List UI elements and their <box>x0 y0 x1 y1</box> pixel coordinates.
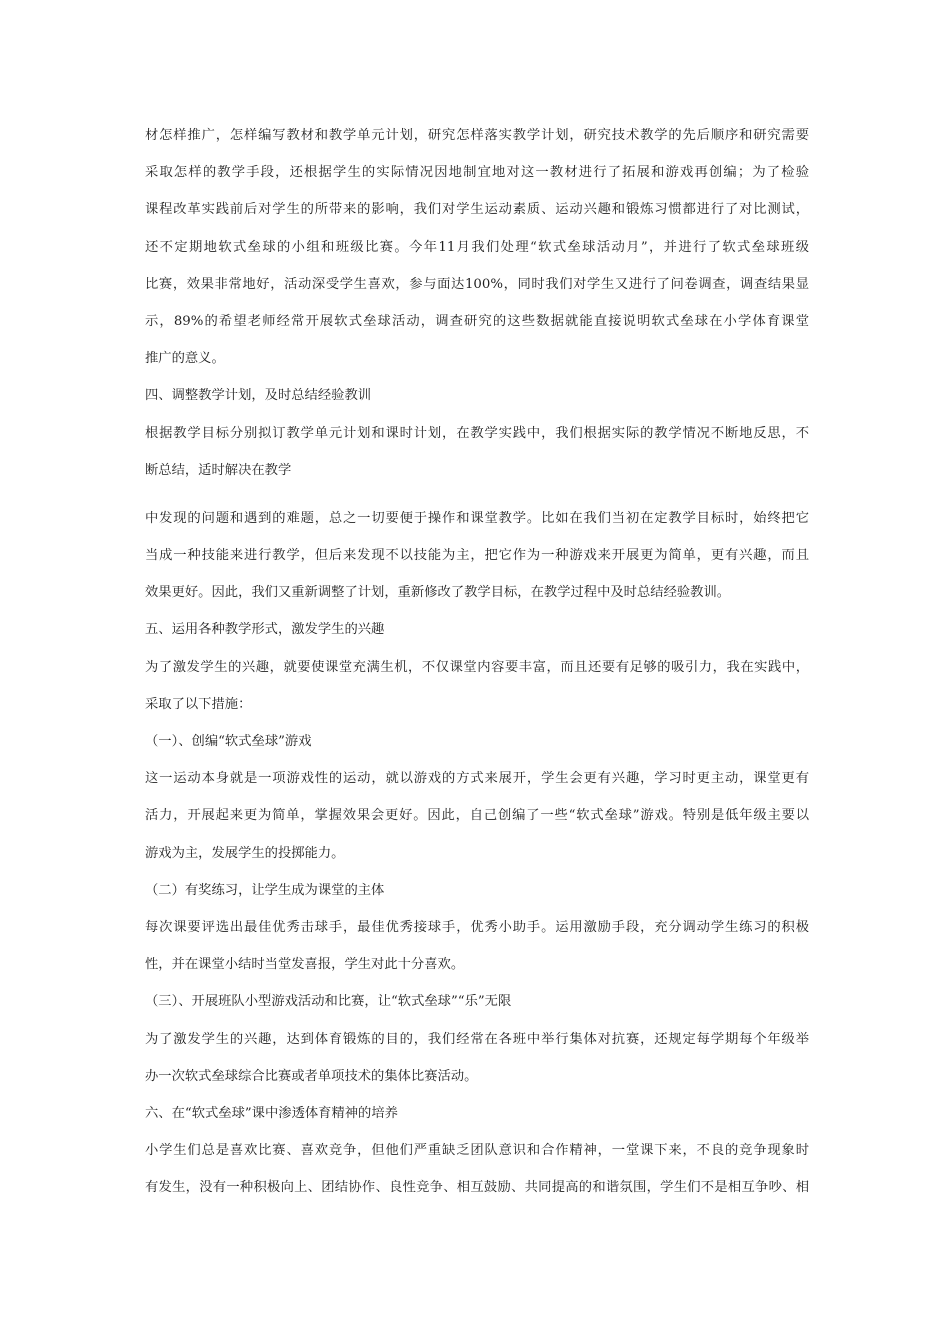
text-line: 推广的意义。 <box>145 351 225 367</box>
section-heading-4: 四、调整教学计划，及时总结经验教训 <box>145 388 372 404</box>
text-line: 断总结，适时解决在教学 <box>145 462 292 478</box>
document-body <box>145 124 809 1213</box>
paragraph-sportsmanship <box>145 1139 809 1213</box>
section-heading-6: 六、在“软式垒球”课中渗透体育精神的培养 <box>145 1105 398 1121</box>
text-line: 为了激发学生的兴趣，达到体育锻炼的目的，我们经常在各班中举行集体对抗赛，还规定每学期每个年级举 <box>145 1031 809 1047</box>
paragraph-adjust-plan <box>145 422 809 496</box>
paragraph-interest <box>145 656 809 730</box>
text-line: 办一次软式垒球综合比赛或者单项技术的集体比赛活动。 <box>145 1068 478 1084</box>
text-line: 当成一种技能来进行教学，但后来发现不以技能为主，把它作为一种游戏来开展更为简单，更有兴趣，而且 <box>145 548 809 564</box>
text-line: 活力，开展起来更为简单，掌握效果会更好。因此，自己创编了一些“软式垒球”游戏。特别是低年级主要以 <box>145 808 809 824</box>
text-line: 效果更好。因此，我们又重新调整了计划，重新修改了教学目标，在教学过程中及时总结经验教训。 <box>145 585 731 601</box>
text-line: 这一运动本身就是一项游戏性的运动，就以游戏的方式来展开，学生会更有兴趣，学习时更主动，课堂更有 <box>145 771 809 787</box>
subheading-2: （二）有奖练习，让学生成为课堂的主体 <box>145 882 385 898</box>
text-line: 比赛，效果非常地好，活动深受学生喜欢，参与面达100%，同时我们对学生又进行了问卷调查，调查结果显 <box>145 276 809 292</box>
text-line: 小学生们总是喜欢比赛、喜欢竞争，但他们严重缺乏团队意识和合作精神，一堂课下来，不良的竞争现象时 <box>145 1143 809 1159</box>
text-line: 还不定期地软式垒球的小组和班级比赛。今年11月我们处理“软式垒球活动月”，并进行了软式垒球班级 <box>145 239 809 255</box>
subheading-1: （一）、创编“软式垒球”游戏 <box>145 734 312 749</box>
text-line: 采取怎样的教学手段，还根据学生的实际情况因地制宜地对这一教材进行了拓展和游戏再创编；为了检验 <box>145 165 809 181</box>
text-line: 示，89%的希望老师经常开展软式垒球活动，调查研究的这些数据就能直接说明软式垒球在小学体育课堂 <box>145 313 809 329</box>
paragraph-games <box>145 767 809 879</box>
page-break-gap <box>145 496 809 507</box>
text-line: 材怎样推广，怎样编写教材和教学单元计划，研究怎样落实教学计划，研究技术教学的先后顺序和研究需要 <box>145 128 809 143</box>
subheading-3: （三）、开展班队小型游戏活动和比赛，让“软式垒球”“乐”无限 <box>145 994 512 1010</box>
text-line: 有发生，没有一种积极向上、团结协作、良性竞争、相互鼓励、共同提高的和谐氛围，学生们不是相互争吵、相 <box>145 1180 809 1196</box>
text-line: 课程改革实践前后对学生的所带来的影响，我们对学生运动素质、运动兴趣和锻炼习惯都进行了对比测试， <box>145 202 809 218</box>
section-heading-5: 五、运用各种教学形式，激发学生的兴趣 <box>145 622 385 638</box>
paragraph-adjust-plan-continued <box>145 507 809 619</box>
text-line: 为了激发学生的兴趣，就要使课堂充满生机，不仅课堂内容要丰富，而且还要有足够的吸引力，我在实践中， <box>145 659 809 675</box>
paragraph-promotion-survey <box>145 124 809 384</box>
text-line: 采取了以下措施： <box>145 696 252 712</box>
paragraph-competitions <box>145 1028 809 1102</box>
text-line: 中发现的问题和遇到的难题，总之一切要便于操作和课堂教学。比如在我们当初在定教学目标时，始终把它 <box>145 510 809 526</box>
text-line: 游戏为主，发展学生的投掷能力。 <box>145 845 345 861</box>
text-line: 每次课要评选出最佳优秀击球手，最佳优秀接球手，优秀小助手。运用激励手段，充分调动学生练习的积极 <box>145 919 809 935</box>
text-line: 根据教学目标分别拟订教学单元计划和课时计划，在教学实践中，我们根据实际的教学情况不断地反思，不 <box>145 425 809 441</box>
text-line: 性，并在课堂小结时当堂发喜报，学生对此十分喜欢。 <box>145 957 465 973</box>
paragraph-rewards <box>145 916 809 990</box>
